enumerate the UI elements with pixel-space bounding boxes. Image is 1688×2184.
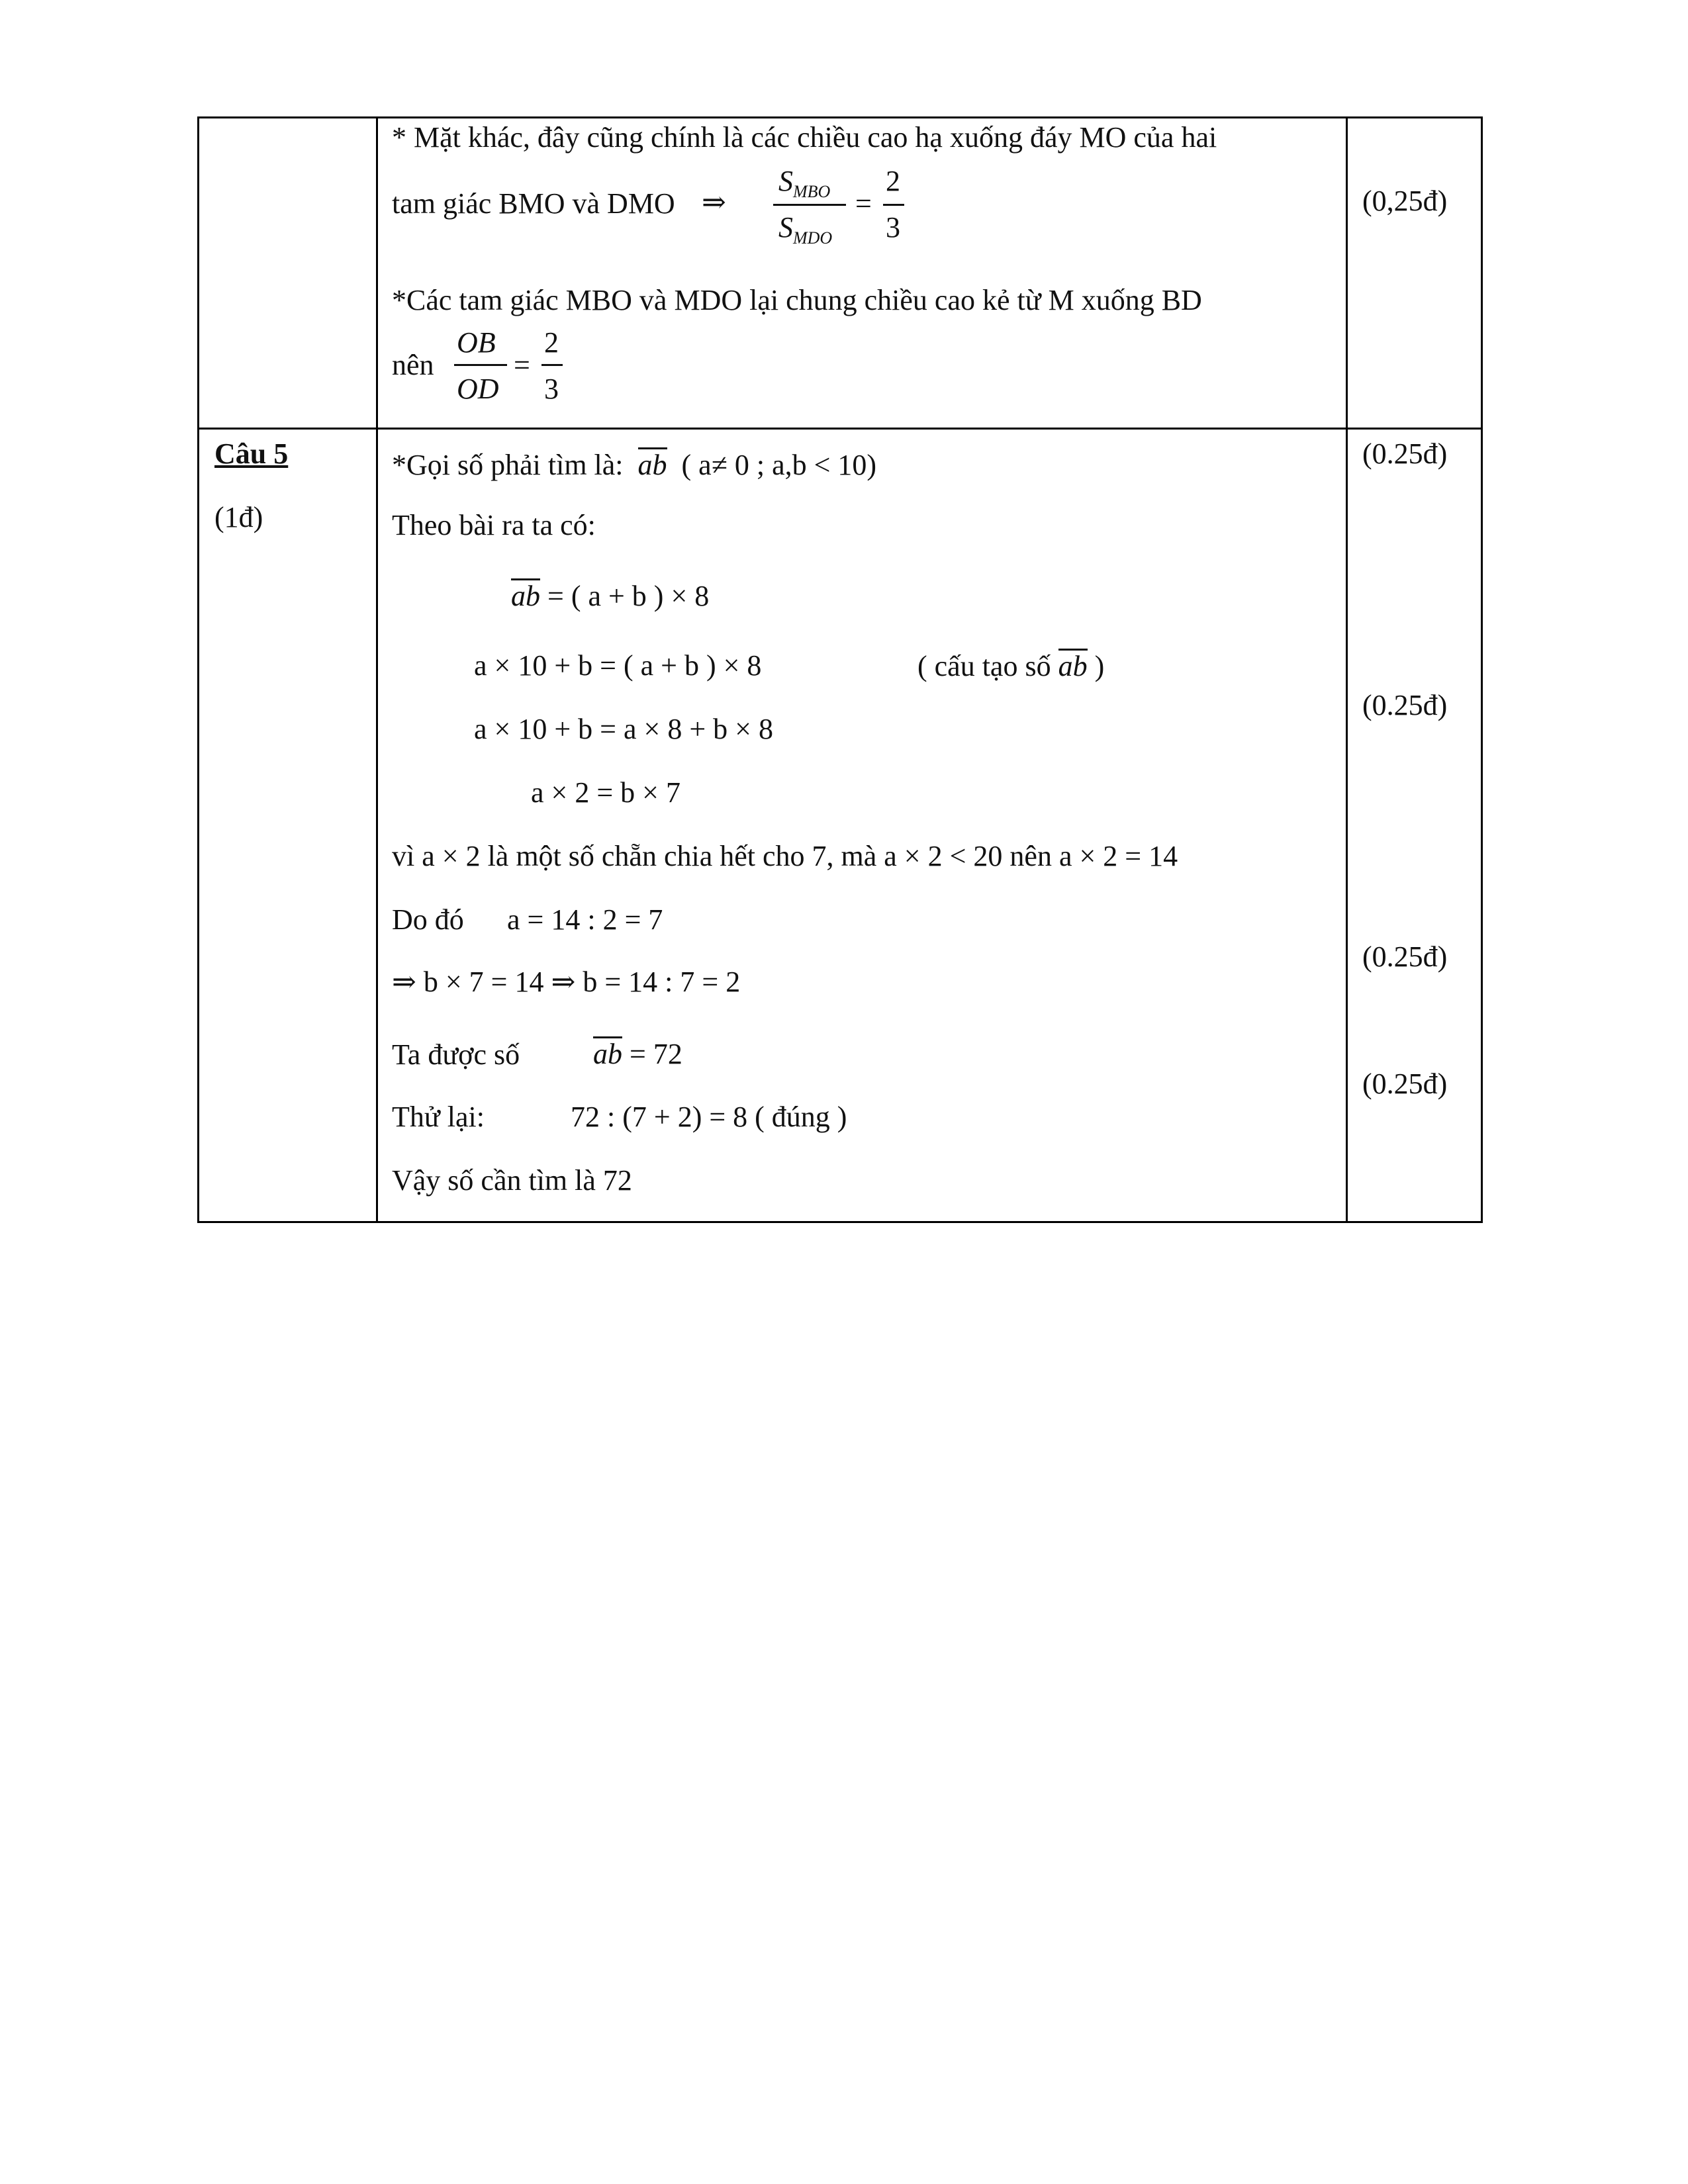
implies-symbol: ⇒ [702, 186, 726, 218]
fraction-numerator [778, 165, 831, 201]
note-prefix: ( cấu tạo số [917, 650, 1051, 682]
table-border-top [197, 116, 1483, 118]
fraction-numerator-subscript: MBO [793, 182, 831, 201]
fraction-numerator: 2 [544, 326, 559, 359]
score-label: (0.25đ) [1362, 1068, 1448, 1100]
text-line: Ta được số [392, 1038, 520, 1071]
overline-ab: ab [637, 449, 667, 481]
fraction-bar [541, 364, 563, 366]
text-line: Vậy số cần tìm là 72 [392, 1164, 632, 1197]
equation-rhs: = ( a + b ) × 8 [547, 580, 710, 612]
fraction-numerator-symbol: S [778, 165, 793, 197]
text-suffix: ( a≠ 0 ; a,b < 10) [681, 449, 877, 481]
note-suffix: ) [1094, 650, 1105, 682]
equation-line: a × 10 + b = ( a + b ) × 8 [474, 649, 762, 682]
table-col-divider-2 [1346, 116, 1348, 1223]
equation-line: a × 10 + b = a × 8 + b × 8 [474, 713, 773, 745]
table-col-divider-1 [376, 116, 378, 1223]
fraction-denominator: 3 [886, 211, 900, 244]
equals-sign: = [514, 349, 530, 381]
text-line [392, 447, 876, 480]
text-line: tam giác BMO và DMO [392, 187, 675, 220]
equation-rhs: = 72 [630, 1038, 682, 1070]
question-points: (1đ) [214, 501, 263, 533]
table-border-right [1481, 116, 1483, 1223]
equation-line: a × 2 = b × 7 [531, 776, 680, 809]
overline-ab: ab [1058, 650, 1088, 682]
fraction-numerator: OB [457, 326, 496, 359]
fraction-numerator: 2 [886, 165, 900, 197]
text-line: nên [392, 349, 434, 381]
text-line: ⇒ b × 7 = 14 ⇒ b = 14 : 7 = 2 [392, 966, 741, 998]
fraction-denominator: 3 [544, 373, 559, 405]
text-line: * Mặt khác, đây cũng chính là các chiều cao hạ xuống đáy MO của hai [392, 121, 1217, 154]
text-line: Theo bài ra ta có: [392, 509, 596, 541]
equation-line [593, 1036, 682, 1069]
table-border-bottom [197, 1221, 1483, 1223]
fraction-denominator-subscript: MDO [793, 228, 833, 248]
score-label: (0.25đ) [1362, 437, 1448, 470]
score-label: (0.25đ) [1362, 689, 1448, 721]
fraction-denominator [778, 211, 833, 248]
text-prefix: *Gọi số phải tìm là: [392, 449, 624, 481]
table-border-left [197, 116, 199, 1223]
text-line: Do đó [392, 903, 464, 936]
equation-note [917, 649, 1104, 681]
text-line: vì a × 2 là một số chẵn chia hết cho 7, mà a × 2 < 20 nên a × 2 = 14 [392, 840, 1178, 872]
fraction-denominator: OD [457, 373, 499, 405]
overline-ab: ab [593, 1038, 622, 1070]
fraction-bar [883, 204, 904, 206]
fraction-denominator-symbol: S [778, 211, 793, 244]
text-line: *Các tam giác MBO và MDO lại chung chiều cao kẻ từ M xuống BD [392, 284, 1202, 316]
text-line: 72 : (7 + 2) = 8 ( đúng ) [571, 1101, 847, 1133]
question-title: Câu 5 [214, 437, 289, 470]
equals-sign: = [855, 187, 872, 220]
text-line: Thử lại: [392, 1101, 485, 1133]
score-label: (0,25đ) [1362, 185, 1448, 217]
fraction-bar [773, 204, 846, 206]
score-label: (0.25đ) [1362, 940, 1448, 973]
overline-ab: ab [511, 580, 540, 612]
equation-line [511, 578, 709, 611]
fraction-bar [454, 364, 507, 366]
text-line: a = 14 : 2 = 7 [507, 903, 663, 936]
table-row-divider [197, 428, 1483, 430]
